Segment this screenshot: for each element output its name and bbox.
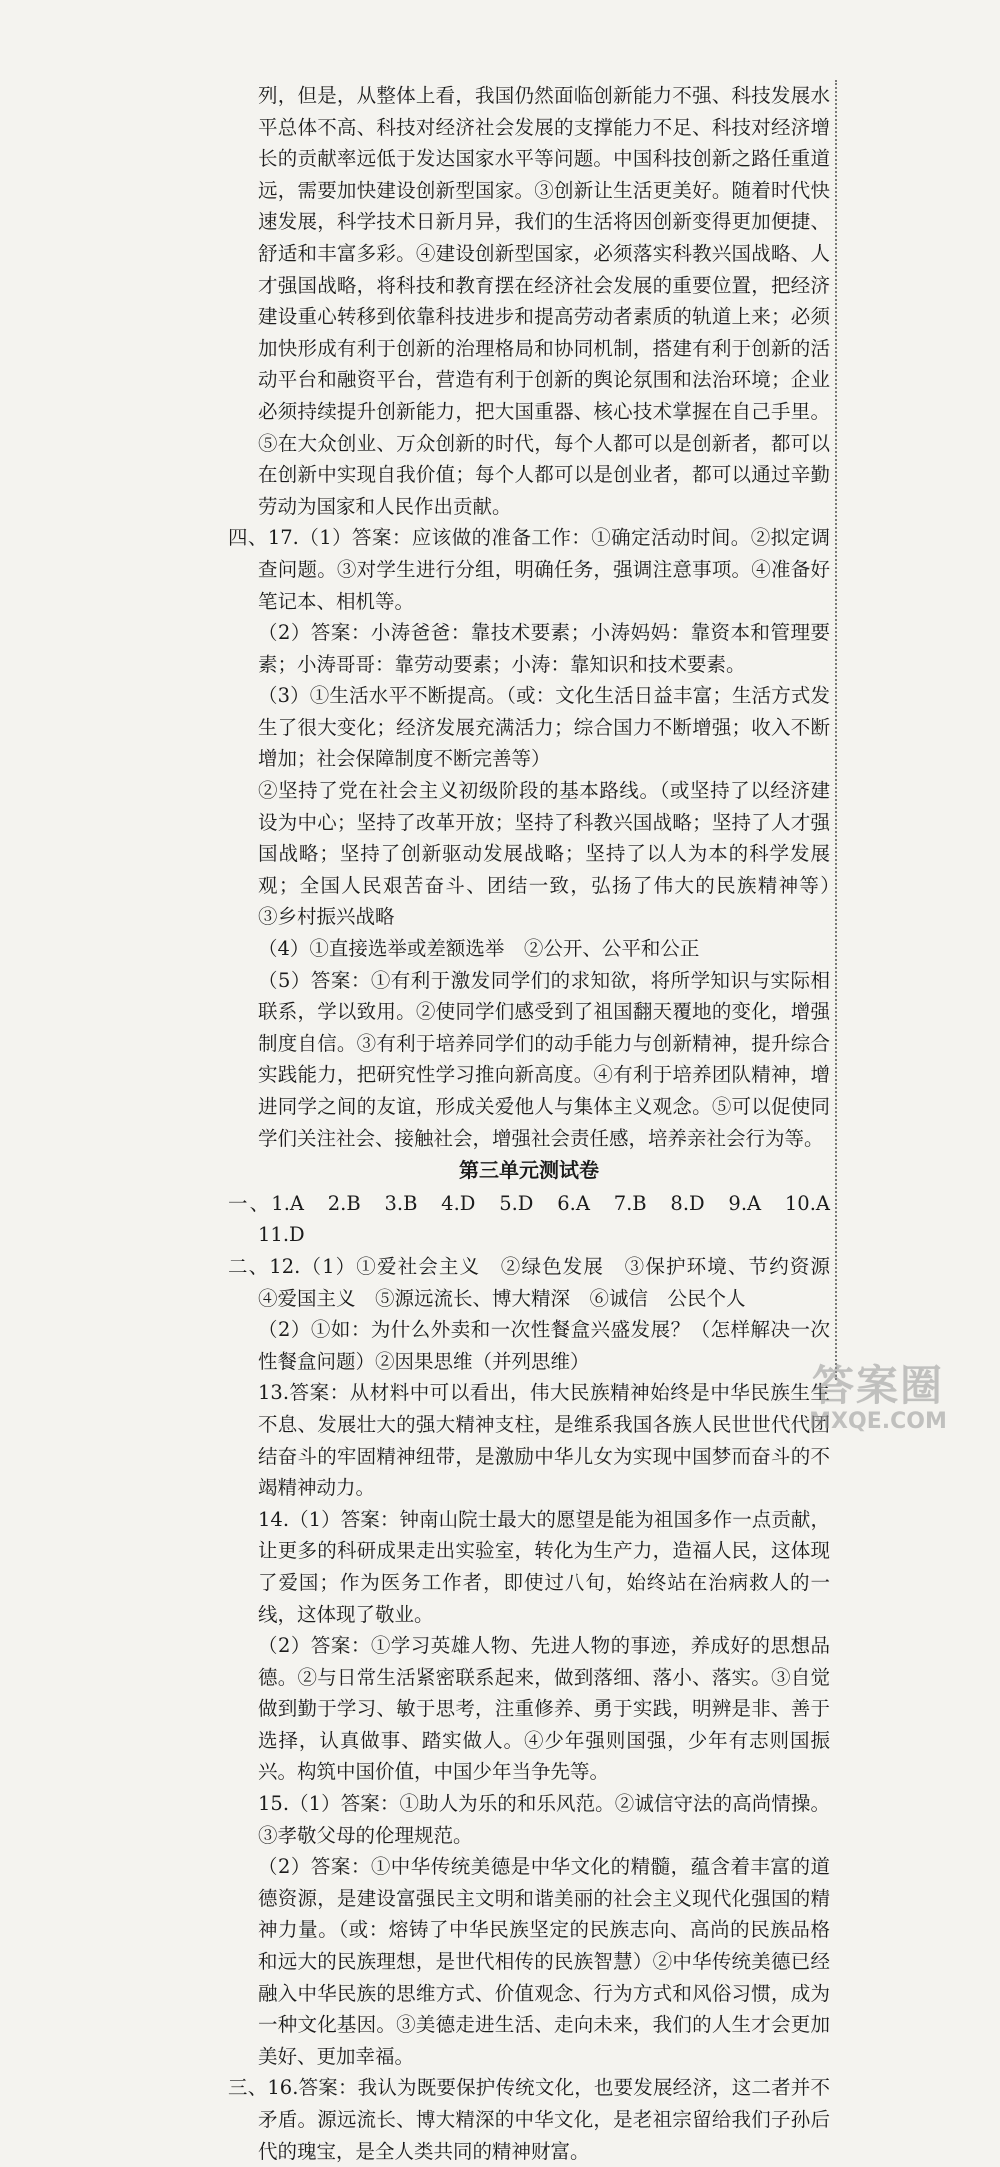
answer-paragraph: （2）答案：小涛爸爸：靠技术要素；小涛妈妈：靠资本和管理要素；小涛哥哥：靠劳动要素；小涛：靠知识和技术要素。 (258, 621, 830, 676)
answer-paragraph: （4）①直接选举或差额选举 ②公开、公平和公正 (258, 937, 700, 961)
answer-paragraph: 三、16.答案：我认为既要保护传统文化，也要发展经济，这二者并不矛盾。源远流长、博大精深的中华文化，是老祖宗留给我们子孙后代的瑰宝，是全人类共同的精神财富。 (228, 2076, 830, 2163)
answer-paragraph: （2）①如：为什么外卖和一次性餐盒兴盛发展？（怎样解决一次性餐盒问题）②因果思维（并列思维） (258, 1318, 830, 1373)
answer-paragraph: （2）答案：①学习英雄人物、先进人物的事迹，养成好的思想品德。②与日常生活紧密联系起来，做到落细、落小、落实。③自觉做到勤于学习、敏于思考，注重修养、勇于实践，明辨是非、善于选择，认真做事、踏实做人。④少年强则国强，少年有志则国振兴。构筑中国价值，中国少年当争先等。 (258, 1634, 830, 1784)
answer-paragraph: （5）答案：①有利于激发同学们的求知欲，将所学知识与实际相联系，学以致用。②使同学们感受到了祖国翻天覆地的变化，增强制度自信。③有利于培养同学们的动手能力与创新精神，提升综合实践能力，把研究性学习推向新高度。④有利于培养团队精神，增进同学之间的友谊，形成关爱他人与集体主义观念。⑤可以促使同学们关注社会、接触社会，增强社会责任感，培养亲社会行为等。 (258, 968, 830, 1150)
answer-paragraph: 列，但是，从整体上看，我国仍然面临创新能力不强、科技发展水平总体不高、科技对经济社会发展的支撑能力不足、科技对经济增长的贡献率远低于发达国家水平等问题。中国科技创新之路任重道远，需要加快建设创新型国家。③创新让生活更美好。随着时代快速发展，科学技术日新月异，我们的生活将因创新变得更加便捷、舒适和丰富多彩。④建设创新型国家，必须落实科教兴国战略、人才强国战略，将科技和教育摆在经济社会发展的重要位置，把经济建设重心转移到依靠科技进步和提高劳动者素质的轨道上来；必须加快形成有利于创新的治理格局和协同机制，搭建有利于创新的活动平台和融资平台，营造有利于创新的舆论氛围和法治环境；企业必须持续提升创新能力，把大国重器、核心技术掌握在自己手里。⑤在大众创业、万众创新的时代，每个人都可以是创新者，都可以在创新中实现自我价值；每个人都可以是创业者，都可以通过辛勤劳动为国家和人民作出贡献。 (258, 84, 830, 518)
watermark-logo-text: 答案圈 (811, 1361, 944, 1410)
binding-dotted-line (835, 80, 837, 1380)
answer-paragraph: 二、12.（1）①爱社会主义 ②绿色发展 ③保护环境、节约资源 ④爱国主义 ⑤源远流长、博大精深 ⑥诚信 公民个人 (228, 1254, 850, 1310)
section-title: 第三单元测试卷 (459, 1158, 599, 1183)
answer-text-column (228, 80, 850, 2167)
site-watermark (788, 1363, 968, 1443)
answer-paragraph: 14.（1）答案：钟南山院士最大的愿望是能为祖国多作一点贡献，让更多的科研成果走出实验室，转化为生产力，造福人民，这体现了爱国；作为医务工作者，即使过八旬，始终站在治病救人的一线，这体现了敬业。 (258, 1507, 830, 1626)
answer-paragraph: （3）①生活水平不断提高。（或：文化生活日益丰富；生活方式发生了很大变化；经济发展充满活力；综合国力不断增强；收入不断增加；社会保障制度不断完善等） (258, 684, 830, 771)
answer-paragraph: 一、1.A 2.B 3.B 4.D 5.D 6.A 7.B 8.D 9.A 10.A 11.D (228, 1191, 850, 1247)
answer-paragraph: （2）答案：①中华传统美德是中华文化的精髓，蕴含着丰富的道德资源，是建设富强民主文明和谐美丽的社会主义现代化强国的精神力量。（或：熔铸了中华民族坚定的民族志向、高尚的民族品格和远大的民族理想，是世代相传的民族智慧）②中华传统美德已经融入中华民族的思维方式、价值观念、行为方式和风俗习惯，成为一种文化基因。③美德走进生活、走向未来，我们的人生才会更加美好、更加幸福。 (258, 1855, 830, 2068)
answer-paragraph: 15.（1）答案：①助人为乐的和乐风范。②诚信守法的高尚情操。③孝敬父母的伦理规范。 (258, 1792, 830, 1847)
answer-paragraph: ②坚持了党在社会主义初级阶段的基本路线。（或坚持了以经济建设为中心；坚持了改革开放；坚持了科教兴国战略；坚持了人才强国战略；坚持了创新驱动发展战略；坚持了以人为本的科学发展观；全国人民艰苦奋斗、团结一致，弘扬了伟大的民族精神等） ③乡村振兴战略 (258, 779, 850, 929)
answer-paragraph: 13.答案：从材料中可以看出，伟大民族精神始终是中华民族生生不息、发展壮大的强大精神支柱，是维系我国各族人民世世代代团结奋斗的牢固精神纽带，是激励中华儿女为实现中国梦而奋斗的不竭精神动力。 (258, 1381, 830, 1500)
watermark-url: MXQE.COM (809, 1409, 947, 1434)
answer-paragraph: 四、17.（1）答案：应该做的准备工作：①确定活动时间。②拟定调查问题。③对学生进行分组，明确任务，强调注意事项。④准备好笔记本、相机等。 (228, 526, 830, 613)
